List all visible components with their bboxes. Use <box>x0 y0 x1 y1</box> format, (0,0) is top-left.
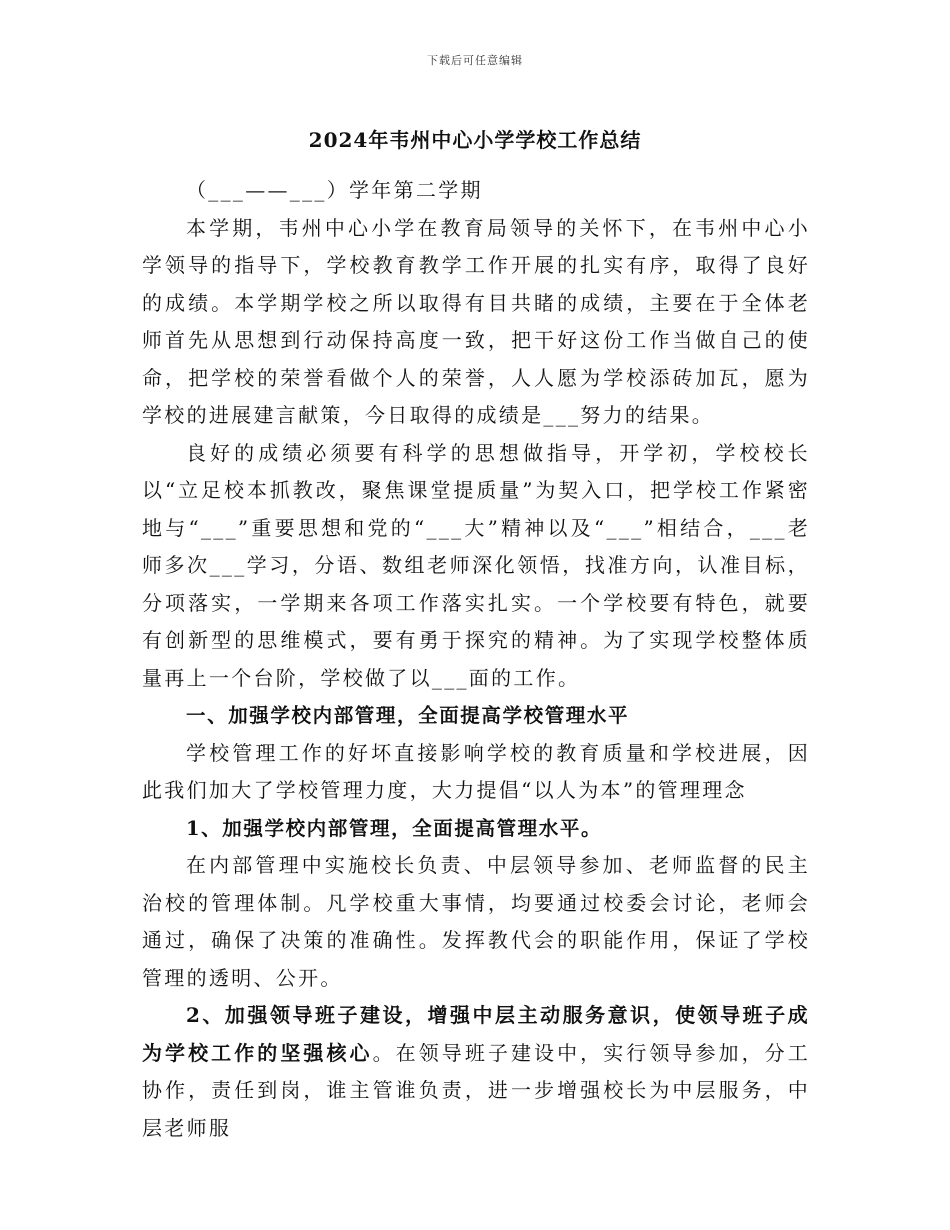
paragraph-intro: 本学期，韦州中心小学在教育局领导的关怀下，在韦州中心小学领导的指导下，学校教育教学工作开展的扎实有序，取得了良好的成绩。本学期学校之所以取得有目共睹的成绩，主要在于全体老师首先从思想到行动保持高度一致，把干好这份工作当做自己的使命，把学校的荣誉看做个人的荣誉，人人愿为学校添砖加瓦，愿为学校的进展建言献策，今日取得的成绩是___努力的结果。 <box>142 215 810 427</box>
paragraph-leadership-text: 。在领导班子建设中，实行领导参加，分工协作，责任到岗，谁主管谁负责，进一步增强校长为中层服务，中层老师服 <box>142 1040 810 1140</box>
page-header-note: 下载后可任意编辑 <box>427 54 523 67</box>
term-line: （___——___）学年第二学期 <box>186 178 483 202</box>
section-heading-1: 一、加强学校内部管理，全面提高学校管理水平 <box>186 704 630 727</box>
paragraph-guidance: 良好的成绩必须要有科学的思想做指导，开学初，学校校长以“立足校本抓教改，聚焦课堂提质量”为契入口，把学校工作紧密地与“___”重要思想和党的“___大”精神以及“___”相结合，___老师多次___学习，分语、数组老师深化领悟，找准方向，认准目标，分项落实，一学期来各项工作落实扎实。一个学校要有特色，就要有创新型的思维模式，要有勇于探究的精神。为了实现学校整体质量再上一个台阶，学校做了以___面的工作。 <box>142 440 810 690</box>
subsection-heading-1: 1、加强学校内部管理，全面提高管理水平。 <box>186 816 603 840</box>
subsection-heading-2: 2、加强领导班子建设，增强中层主动服务意识，使领导班子成为学校工作的坚强核心 <box>142 1003 810 1065</box>
paragraph-internal-management: 在内部管理中实施校长负责、中层领导参加、老师监督的民主治校的管理体制。凡学校重大事情，均要通过校委会讨论，老师会通过，确保了决策的准确性。发挥教代会的职能作用，保证了学校管理的透明、公开。 <box>142 853 810 990</box>
paragraph-management: 学校管理工作的好坏直接影响学校的教育质量和学校进展，因此我们加大了学校管理力度，大力提倡“以人为本”的管理理念 <box>142 740 810 802</box>
paragraph-leadership <box>142 997 810 1147</box>
document-body <box>142 172 810 1147</box>
document-title: 2024年韦州中心小学学校工作总结 <box>308 128 642 152</box>
